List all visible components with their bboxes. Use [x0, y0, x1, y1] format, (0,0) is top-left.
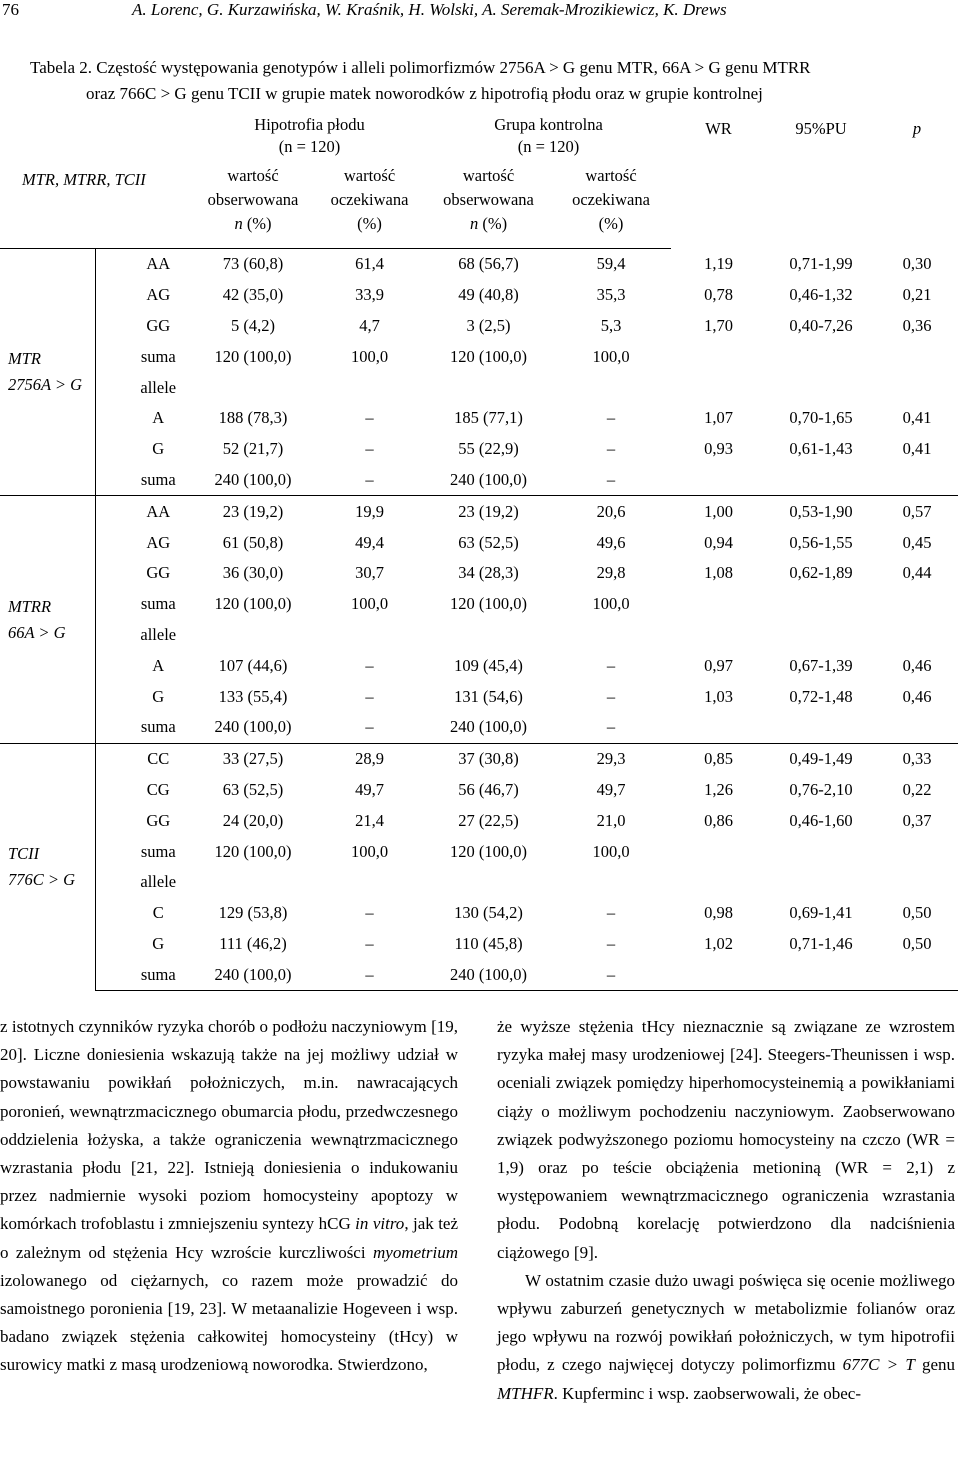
table-row [0, 372, 958, 403]
table-cell: 35,3 [596, 285, 626, 305]
table-row [0, 589, 958, 620]
body-right-para-1: że wyższe stężenia tHcy nieznacznie są związane ze wzrostem ryzyka małej masy urodzeniowej [24]. Steegers-Theunissen i wsp. oceniali związek pomiędzy hiperhomocysteinemią a powikłaniami ciąży o możliwym pochodzeniu naczyniowym. Zaobserwowano związek podwyższonego poziomu homocysteiny na czczo (WR = 1,9) oraz po teście obciążenia metioniną (WR = 2,1) z występowaniem wewnątrzmacicznego ograniczenia wzrastania płodu. Podobną korelację potwierdzono dla nadciśnienia ciążowego [9]. [497, 1017, 955, 1262]
table-cell: – [551, 959, 671, 990]
table-cell: – [606, 469, 616, 489]
table-cell: – [606, 655, 616, 675]
row-label: AG [146, 532, 171, 552]
table-cell: – [606, 439, 616, 459]
table-cell: – [606, 686, 616, 706]
table-cell: 1,00 [671, 496, 766, 527]
table-cell: 100,0 [592, 841, 630, 861]
table-cell: 120 (100,0) [450, 346, 528, 366]
table-cell: 0,70-1,65 [789, 408, 853, 428]
body-left-text: z istotnych czynników ryzyka chorób o podłożu naczyniowym [19, 20]. Liczne doniesienia wskazują także na jej możliwy udział w powstawaniu powikłań położniczych, m.in. nawracających poronień, wewnątrzmacicznego obumarcia płodu, przedwczesnego oddzielenia łożyska, a także ograniczenia wewnątrzmacicznego wzrastania płodu [21, 22]. Istnieją doniesienia o indukowaniu przez nadmiernie wysoki poziom homocysteiny apoptozy w komórkach trofoblastu i zmniejszeniu syntezy hCG in vitro, jak też o zależnym od stężenia Hcy wzroście kurczliwości myometrium izolowanego od ciężarnych, co razem może prowadzić do samoistnego poronienia [19, 23]. W metaanalizie Hogeveen i wsp. badano związek stężenia całkowitej homocysteiny (tHcy) w surowicy matki z masą urodzeniową noworodka. Stwierdzono, [0, 1017, 459, 1375]
table-cell: 0,46-1,32 [789, 285, 853, 305]
table-cell: 111 (46,2) [219, 933, 287, 953]
authors-line: A. Lorenc, G. Kurzawińska, W. Kraśnik, H. Wolski, A. Seremak-Mrozikiewicz, K. Drews [132, 0, 727, 19]
table-cell: 4,7 [359, 315, 380, 335]
corner-spacer [0, 108, 95, 164]
table-cell: – [606, 933, 616, 953]
table-caption [30, 55, 950, 107]
table-cell: 5 (4,2) [231, 315, 275, 335]
row-label: allele [140, 377, 177, 397]
row-label: allele [140, 624, 177, 644]
table-cell [766, 712, 876, 743]
table-row [0, 527, 958, 558]
table-cell: 0,37 [902, 810, 932, 830]
table-cell: 3 (2,5) [466, 315, 511, 335]
table-cell: 59,4 [596, 254, 626, 274]
row-label: CC [95, 743, 193, 774]
gene-group-label: MTR 2756A > G [0, 249, 95, 496]
table-cell: 1,19 [704, 254, 733, 274]
table-cell: 1,02 [704, 933, 733, 953]
group-col-spacer [95, 108, 193, 164]
table-cell: 49,6 [596, 532, 626, 552]
table-cell: 5,3 [600, 315, 622, 335]
table-cell: 52 (21,7) [222, 439, 284, 459]
table-row [0, 959, 958, 990]
table-cell: 1,03 [704, 686, 733, 706]
table-cell: 21,0 [596, 810, 626, 830]
page-number: 76 [2, 0, 19, 19]
row-label: suma [140, 841, 176, 861]
table-cell: 0,97 [704, 655, 733, 675]
table-cell: 0,57 [876, 496, 958, 527]
table-cell: 131 (54,6) [454, 686, 523, 706]
row-label: suma [140, 594, 176, 614]
row-label: GG [146, 810, 171, 830]
table-cell: – [365, 717, 374, 737]
table-cell: 130 (54,2) [454, 903, 523, 923]
row-label: AA [95, 496, 193, 527]
row-label: allele [140, 872, 177, 892]
table-body [0, 249, 958, 991]
table-row [0, 650, 958, 681]
body-column-left [0, 1013, 458, 1380]
table-cell: 0,71-1,99 [789, 254, 853, 274]
table-cell [766, 959, 876, 990]
running-header [0, 0, 960, 22]
table-cell: 107 (44,6) [218, 655, 288, 675]
table-cell: – [365, 655, 374, 675]
table-cell: 55 (22,9) [458, 439, 519, 459]
row-label: G [152, 686, 165, 706]
table-cell: 0,49-1,49 [766, 743, 876, 774]
table-cell: 0,76-2,10 [789, 779, 853, 799]
table-cell: 0,71-1,46 [789, 933, 853, 953]
table-cell: 34 (28,3) [458, 563, 519, 583]
table-cell: 49 (40,8) [458, 285, 519, 305]
table-cell: 24 (20,0) [222, 810, 284, 830]
table-cell: 42 (35,0) [222, 285, 284, 305]
table-row [0, 805, 958, 836]
table-cell: 0,22 [902, 779, 932, 799]
table-cell: 0,78 [704, 285, 733, 305]
table-cell: 240 (100,0) [214, 717, 292, 737]
table-cell: 0,36 [902, 315, 932, 335]
row-label: GG [146, 563, 171, 583]
table-cell: 28,9 [313, 743, 426, 774]
row-label: suma [95, 959, 193, 990]
table-cell: 100,0 [592, 594, 630, 614]
header-ctrl-observed: wartość obserwowana n (%) [426, 164, 551, 249]
table-row [0, 341, 958, 372]
table-cell: 19,9 [313, 496, 426, 527]
row-label: G [152, 933, 165, 953]
corner-label: MTR, MTRR, TCII [0, 164, 193, 249]
table-cell: 49,4 [355, 532, 384, 552]
table-cell: 240 (100,0) [450, 469, 528, 489]
table-row [0, 403, 958, 434]
table-cell: – [606, 408, 616, 428]
table-cell: 0,30 [902, 254, 932, 274]
table-row [0, 465, 958, 496]
header-ctrl-expected: wartość oczekiwana (%) [551, 164, 671, 249]
allele-row-filler [193, 867, 958, 898]
table-cell: 0,50 [902, 933, 932, 953]
table-cell: 20,6 [551, 496, 671, 527]
table-cell: 0,46 [902, 686, 932, 706]
header-p: p [912, 119, 922, 138]
table-cell: 0,41 [902, 439, 932, 459]
table-cell: – [365, 903, 374, 923]
table-cell: 0,46-1,60 [789, 810, 853, 830]
table-cell: 0,69-1,41 [789, 903, 853, 923]
header-hypotrophy: Hipotrofia płodu (n = 120) [254, 115, 365, 156]
table-cell [876, 341, 958, 372]
table-cell: 133 (55,4) [218, 686, 288, 706]
table-cell: 100,0 [350, 346, 389, 366]
table-cell: 120 (100,0) [214, 346, 292, 366]
table-cell [876, 465, 958, 496]
table-cell: 0,61-1,43 [789, 439, 853, 459]
table-cell: 0,62-1,89 [789, 563, 853, 583]
table-cell: 68 (56,7) [458, 254, 519, 274]
table-cell: – [365, 469, 374, 489]
table-cell [766, 589, 876, 620]
table-cell: 0,93 [704, 439, 733, 459]
table-row [0, 620, 958, 651]
table-cell [671, 589, 766, 620]
table-cell: – [606, 903, 616, 923]
row-label: suma [140, 346, 176, 366]
table-cell [876, 712, 958, 743]
table-row [0, 929, 958, 960]
caption-line-1: Tabela 2. Częstość występowania genotypów i alleli polimorfizmów 2756A > G genu MTR, 66A > G genu MTRR [30, 58, 811, 77]
table-cell: 0,72-1,48 [789, 686, 853, 706]
table-cell: – [365, 933, 374, 953]
header-control: Grupa kontrolna (n = 120) [494, 115, 603, 156]
table-cell: 100,0 [350, 841, 389, 861]
table-cell: 188 (78,3) [218, 408, 288, 428]
table-cell: 49,7 [355, 779, 384, 799]
table-cell: 30,7 [355, 563, 384, 583]
table-cell [671, 836, 766, 867]
table-cell: 73 (60,8) [222, 254, 284, 274]
header-wr: WR [705, 119, 732, 138]
table-cell: 240 (100,0) [214, 469, 292, 489]
table-cell: 110 (45,8) [454, 933, 523, 953]
table-row [0, 558, 958, 589]
table-row [0, 496, 958, 527]
table-cell: 0,53-1,90 [766, 496, 876, 527]
row-label: C [152, 903, 164, 923]
table-cell: 63 (52,5) [458, 532, 519, 552]
table-cell: 1,70 [704, 315, 733, 335]
table-cell: 0,41 [902, 408, 932, 428]
table-row [0, 775, 958, 806]
table-cell: 61 (50,8) [222, 532, 284, 552]
body-column-right [497, 1013, 955, 1408]
table-cell [671, 341, 766, 372]
table-cell [671, 712, 766, 743]
table-cell: 37 (30,8) [426, 743, 551, 774]
table-cell: 240 (100,0) [193, 959, 313, 990]
row-label: A [152, 655, 165, 675]
table-cell: 23 (19,2) [193, 496, 313, 527]
allele-row-filler [193, 620, 958, 651]
row-label: suma [140, 717, 176, 737]
table-cell: 0,45 [902, 532, 932, 552]
table-cell: 49,7 [596, 779, 626, 799]
table-cell [671, 959, 766, 990]
table-cell: 100,0 [350, 594, 389, 614]
table-cell [766, 341, 876, 372]
table-cell: 0,21 [902, 285, 932, 305]
table-row [0, 836, 958, 867]
table-cell: 129 (53,8) [218, 903, 288, 923]
table-cell: 1,08 [704, 563, 733, 583]
row-label: AA [146, 254, 171, 274]
table-cell: 63 (52,5) [222, 779, 284, 799]
table-cell: 36 (30,0) [222, 563, 284, 583]
table-cell: 61,4 [355, 254, 384, 274]
table-row [0, 311, 958, 342]
caption-line-2: oraz 766C > G genu TCII w grupie matek noworodków z hipotrofią płodu oraz w grupie kontrolnej [86, 84, 763, 103]
table-cell: – [365, 408, 374, 428]
table-cell: 33 (27,5) [193, 743, 313, 774]
table-cell: – [606, 717, 616, 737]
table-cell: 0,40-7,26 [789, 315, 853, 335]
table-cell [876, 589, 958, 620]
table-cell: 240 (100,0) [426, 959, 551, 990]
table-cell: 120 (100,0) [450, 841, 528, 861]
table-cell: 120 (100,0) [214, 594, 292, 614]
row-label: AG [146, 285, 171, 305]
table-cell: 0,44 [902, 563, 932, 583]
table-cell: 240 (100,0) [450, 717, 528, 737]
row-label: CG [146, 779, 170, 799]
genotype-table [0, 108, 958, 991]
table-cell: 185 (77,1) [454, 408, 523, 428]
table-cell: 0,85 [671, 743, 766, 774]
table-row [0, 898, 958, 929]
table-cell: 1,26 [704, 779, 733, 799]
table-cell: – [365, 686, 374, 706]
gene-group-label: MTRR 66A > G [0, 496, 95, 743]
table-row [0, 712, 958, 743]
header-hypo-observed: wartość obserwowana n (%) [193, 164, 313, 249]
table-cell: 0,46 [902, 655, 932, 675]
table-row [0, 434, 958, 465]
table-row [0, 681, 958, 712]
table-row [0, 743, 958, 774]
header-ci: 95%PU [795, 119, 847, 138]
header-hypo-expected: wartość oczekiwana (%) [313, 164, 426, 249]
row-label: suma [140, 469, 176, 489]
table-cell: – [313, 959, 426, 990]
body-right-para-2: W ostatnim czasie dużo uwagi poświęca się ocenie możliwego wpływu zaburzeń genetycznych w metabolizmie folianów oraz jego wpływu na rozwój powikłań położniczych, w tym hipotrofii płodu, z czego najwięcej dotyczy polimorfizmu 677C > T genu MTHFR. Kupferminc i wsp. zaobserwowali, że obec- [497, 1270, 956, 1403]
table-cell [671, 465, 766, 496]
table-cell: 0,50 [902, 903, 932, 923]
row-label: GG [146, 315, 171, 335]
row-label: A [152, 408, 165, 428]
table-cell: 29,3 [551, 743, 671, 774]
table-cell: 0,33 [876, 743, 958, 774]
table-cell: 0,86 [704, 810, 733, 830]
table-cell: 0,94 [704, 532, 733, 552]
table-cell: 109 (45,4) [454, 655, 523, 675]
table-cell: 120 (100,0) [214, 841, 292, 861]
table-cell: 21,4 [355, 810, 384, 830]
table-cell: 33,9 [355, 285, 384, 305]
row-label: G [152, 439, 165, 459]
table-row [0, 280, 958, 311]
table-cell: 120 (100,0) [450, 594, 528, 614]
table-row [0, 249, 958, 280]
table-cell: 1,07 [704, 408, 733, 428]
table-cell: 29,8 [596, 563, 626, 583]
table-cell: 100,0 [592, 346, 630, 366]
table-row [0, 867, 958, 898]
table-cell [766, 836, 876, 867]
table-cell: – [365, 439, 374, 459]
table-cell: 0,98 [704, 903, 733, 923]
table-cell [766, 465, 876, 496]
table-cell: 27 (22,5) [458, 810, 519, 830]
table-cell: 23 (19,2) [426, 496, 551, 527]
table-cell: 56 (46,7) [458, 779, 519, 799]
table-cell [876, 836, 958, 867]
table-cell: 0,56-1,55 [789, 532, 853, 552]
table-cell: 0,67-1,39 [789, 655, 853, 675]
allele-row-filler [193, 372, 958, 403]
table-cell [876, 959, 958, 990]
gene-group-label: TCII 776C > G [0, 743, 95, 990]
